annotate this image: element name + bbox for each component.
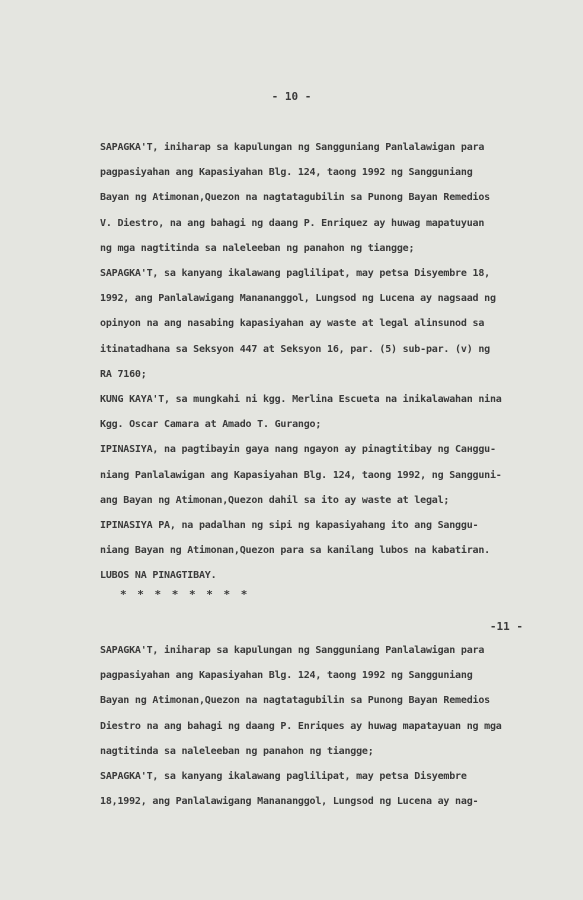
text-line: 18,1992, ang Panlalawigang Manananggol, Lungsod ng Lucena ay nag- <box>100 796 479 808</box>
text-line: SAPAGKA'T, sa kanyang ikalawang paglilipat, may petsa Disyembre <box>100 771 467 783</box>
text-line: ang Bayan ng Atimonan,Quezon dahil sa ito ay waste at legal; <box>100 494 450 506</box>
text-line: niang Panlalawigan ang Kapasiyahan Blg. 124, taong 1992, ng Sanggunі- <box>100 469 502 481</box>
text-line: RA 7160; <box>100 368 147 380</box>
text-line: pagpasiyahan ang Kapasiyahan Blg. 124, taong 1992 ng Sangguniang <box>100 670 473 682</box>
text-line: LUBOS NA PINAGTIBAY. <box>100 570 217 582</box>
text-line: nagtitinda sa naleleeban ng panahon ng tiangge; <box>100 745 374 757</box>
text-line: 1992, ang Panlalawigang Manananggol, Lungsod ng Lucena ay nagsaad ng <box>100 293 496 305</box>
text-line: SAPAGKA'T, iniharap sa kapulungan ng Sangguniang Panlalawigan para <box>100 142 485 153</box>
text-line: V. Diestro, na ang bahagi ng daang P. Enriquez ay huwag mapatuyuan <box>100 217 485 229</box>
text-line: SAPAGKA'T, sa kanyang ikalawang paglilipat, may petsa Disyembre 18, <box>100 268 490 280</box>
text-line: Diestro na ang bahagi ng daang P. Enriques ay huwag mapatayuan ng mga <box>100 720 502 732</box>
text-line: opinyon na ang nasabing kapasiyahan ay waste at legal alinsunod sa <box>100 318 485 330</box>
text-line: Bayan ng Atimonan,Quezon na nagtatagubilin sa Punong Bayan Remedios <box>100 695 490 707</box>
text-line: niang Bayan ng Atimonan,Quezon para sa kanilang lubos na kabatiran. <box>100 545 490 557</box>
text-line: KUNG KAYA'T, sa mungkahi ni kgg. Merlina Escueta na inikalawahan nina <box>100 394 502 406</box>
page-number: - 10 - <box>271 90 312 103</box>
text-line: IPINASIYA PA, na padalhan ng sipi ng kapasiyahang ito ang Sanggu- <box>100 520 479 532</box>
section-separator: * * * * * * * * <box>120 588 250 601</box>
text-line: IPINASIYA, na pagtibayin gaya nang ngayon ay pinagtitibay ng Санggu- <box>100 444 496 456</box>
text-line: ng mga nagtitinda sa naleleeban ng panahon ng tiangge; <box>100 242 415 254</box>
text-line: SAPAGKA'T, iniharap sa kapulungan ng Sangguniang Panlalawigan para <box>100 645 485 656</box>
next-page-number: -11 - <box>489 620 523 633</box>
resolution-text-page-10 <box>100 135 540 589</box>
text-line: Kgg. Oscar Camara at Amado T. Gurango; <box>100 419 322 431</box>
text-line: pagpasiyahan ang Kapasiyahan Blg. 124, taong 1992 ng Sangguniang <box>100 167 473 179</box>
text-line: Bayan ng Atimonan,Quezon na nagtatagubilin sa Punong Bayan Remedios <box>100 192 490 204</box>
resolution-text-page-11 <box>100 638 540 814</box>
text-line: itinatadhana sa Seksyon 447 at Seksyon 16, par. (5) sub-par. (v) ng <box>100 343 490 355</box>
